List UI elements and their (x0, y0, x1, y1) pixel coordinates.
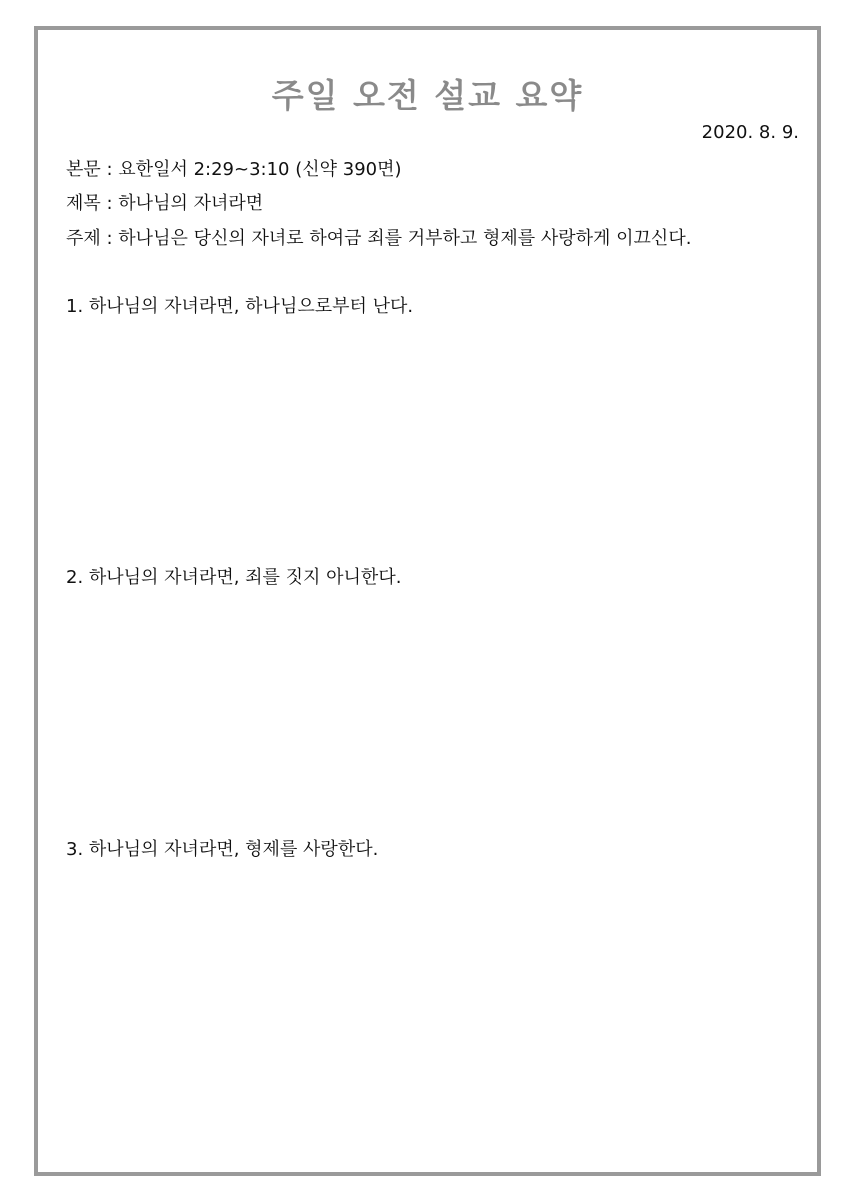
subject-line (66, 189, 263, 215)
subject-value: 하나님의 자녀라면 (118, 193, 264, 214)
passage-label: 본문 : (66, 159, 118, 180)
theme-label: 주제 : (66, 228, 118, 249)
passage-value: 요한일서 2:29~3:10 (신약 390면) (118, 159, 402, 180)
subject-label: 제목 : (66, 193, 118, 214)
passage-line (66, 155, 402, 181)
page-title: 주일 오전 설교 요약 (271, 76, 584, 115)
theme-value: 하나님은 당신의 자녀로 하여금 죄를 거부하고 형제를 사랑하게 이끄신다. (118, 228, 692, 249)
document-page (34, 26, 821, 1176)
document-date: 2020. 8. 9. (701, 122, 799, 143)
section-heading-1: 1. 하나님의 자녀라면, 하나님으로부터 난다. (66, 296, 414, 317)
theme-line (66, 224, 691, 250)
section-heading-2: 2. 하나님의 자녀라면, 죄를 짓지 아니한다. (66, 567, 402, 588)
section-heading-3: 3. 하나님의 자녀라면, 형제를 사랑한다. (66, 839, 379, 860)
